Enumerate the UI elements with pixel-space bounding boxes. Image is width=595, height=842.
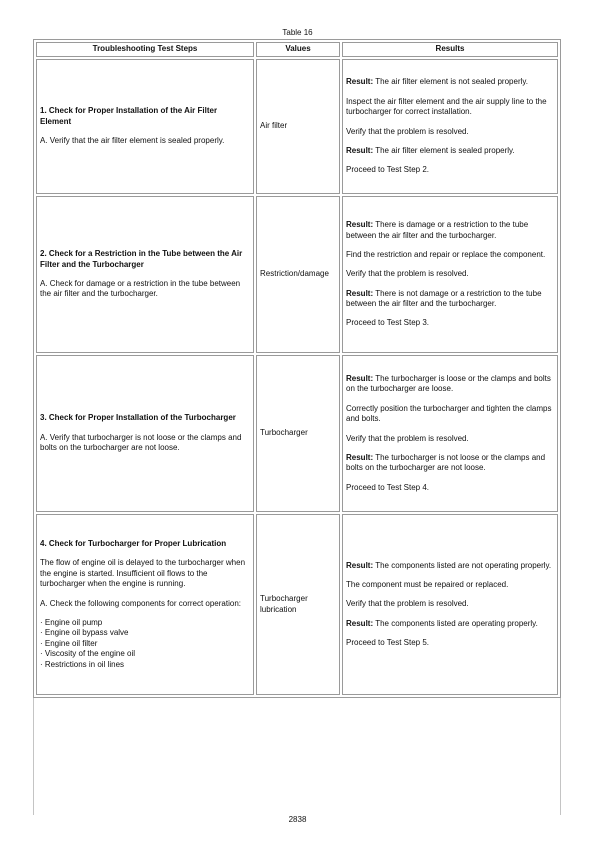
result-line bbox=[346, 561, 554, 571]
component-list bbox=[40, 618, 250, 670]
step-text: A. Check for damage or a restriction in the tube between the air filter and the turbocharger. bbox=[40, 279, 241, 299]
value-cell: Turbocharger bbox=[256, 355, 340, 512]
table-row bbox=[36, 514, 558, 695]
result-line: Proceed to Test Step 3. bbox=[346, 318, 430, 328]
table-caption: Table 16 bbox=[282, 28, 313, 37]
result-label: Result: bbox=[346, 288, 374, 298]
result-line bbox=[346, 619, 554, 629]
result-line bbox=[346, 220, 554, 241]
table-row bbox=[36, 196, 558, 353]
result-label: Result: bbox=[346, 452, 374, 462]
header-row bbox=[36, 42, 558, 57]
result-label: Result: bbox=[346, 373, 374, 383]
result-text: The turbocharger is not loose or the clamps and bolts on the turbocharger are not loose. bbox=[346, 452, 546, 473]
steps-cell bbox=[36, 514, 254, 695]
step-text: The flow of engine oil is delayed to the turbocharger when the engine is started. Insufficient oil flows to the turbocharger when the engine is running. bbox=[40, 558, 246, 589]
result-line: Proceed to Test Step 5. bbox=[346, 638, 430, 648]
results-cell bbox=[342, 355, 558, 512]
result-text: There is damage or a restriction to the tube between the air filter and the turbocharger. bbox=[346, 220, 529, 240]
result-text: There is not damage or a restriction to the tube between the air filter and the turbocharger. bbox=[346, 288, 542, 309]
result-line bbox=[346, 146, 554, 156]
result-label: Result: bbox=[346, 145, 374, 155]
results-cell bbox=[342, 514, 558, 695]
value-cell: Restriction/damage bbox=[256, 196, 340, 353]
result-line: Correctly position the turbocharger and tighten the clamps and bolts. bbox=[346, 403, 552, 424]
result-label: Result: bbox=[346, 618, 374, 628]
result-line bbox=[346, 77, 554, 87]
step-text: A. Check the following components for correct operation: bbox=[40, 598, 241, 608]
list-item: · Engine oil filter bbox=[40, 638, 98, 648]
result-text: The air filter element is sealed properly. bbox=[373, 145, 515, 155]
header-steps: Troubleshooting Test Steps bbox=[36, 42, 254, 57]
value-cell: Air filter bbox=[256, 59, 340, 194]
results-cell bbox=[342, 59, 558, 194]
result-label: Result: bbox=[346, 560, 374, 570]
header-results: Results bbox=[342, 42, 558, 57]
step-title: 3. Check for Proper Installation of the Turbocharger bbox=[40, 413, 236, 423]
result-label: Result: bbox=[346, 77, 374, 87]
steps-cell bbox=[36, 355, 254, 512]
step-text: A. Verify that turbocharger is not loose or the clamps and bolts on the turbocharger are not loose. bbox=[40, 432, 242, 453]
result-line bbox=[346, 374, 554, 395]
result-text: The turbocharger is loose or the clamps and bolts on the turbocharger are loose. bbox=[346, 373, 551, 394]
troubleshooting-table bbox=[33, 39, 561, 698]
step-title: 4. Check for Turbocharger for Proper Lubrication bbox=[40, 539, 227, 549]
result-line: Verify that the problem is resolved. bbox=[346, 126, 469, 136]
header-values: Values bbox=[256, 42, 340, 57]
result-line: Verify that the problem is resolved. bbox=[346, 599, 469, 609]
result-line bbox=[346, 453, 554, 474]
steps-cell bbox=[36, 59, 254, 194]
table-row bbox=[36, 59, 558, 194]
step-text: A. Verify that the air filter element is sealed properly. bbox=[40, 136, 225, 146]
step-title: 2. Check for a Restriction in the Tube between the Air Filter and the Turbocharger bbox=[40, 249, 243, 269]
result-text: The air filter element is not sealed properly. bbox=[373, 77, 529, 87]
result-line: Verify that the problem is resolved. bbox=[346, 433, 469, 443]
page-number: 2838 bbox=[288, 815, 307, 824]
result-line: Find the restriction and repair or replace the component. bbox=[346, 249, 546, 259]
result-text: The components listed are operating properly. bbox=[373, 618, 538, 628]
step-title: 1. Check for Proper Installation of the Air Filter Element bbox=[40, 106, 218, 126]
result-label: Result: bbox=[346, 220, 374, 230]
result-line bbox=[346, 289, 554, 310]
list-item: · Viscosity of the engine oil bbox=[40, 649, 136, 659]
results-cell bbox=[342, 196, 558, 353]
result-line: The component must be repaired or replaced. bbox=[346, 579, 509, 589]
result-line: Proceed to Test Step 2. bbox=[346, 165, 430, 175]
value-cell: Turbocharger lubrication bbox=[256, 514, 340, 695]
result-text: The components listed are not operating properly. bbox=[373, 560, 552, 570]
list-item: · Engine oil bypass valve bbox=[40, 628, 129, 638]
list-item: · Engine oil pump bbox=[40, 618, 103, 627]
result-line: Proceed to Test Step 4. bbox=[346, 482, 430, 492]
result-line: Inspect the air filter element and the air supply line to the turbocharger for correct installation. bbox=[346, 96, 547, 117]
result-line: Verify that the problem is resolved. bbox=[346, 269, 469, 279]
list-item: · Restrictions in oil lines bbox=[40, 659, 125, 669]
steps-cell bbox=[36, 196, 254, 353]
table-row bbox=[36, 355, 558, 512]
